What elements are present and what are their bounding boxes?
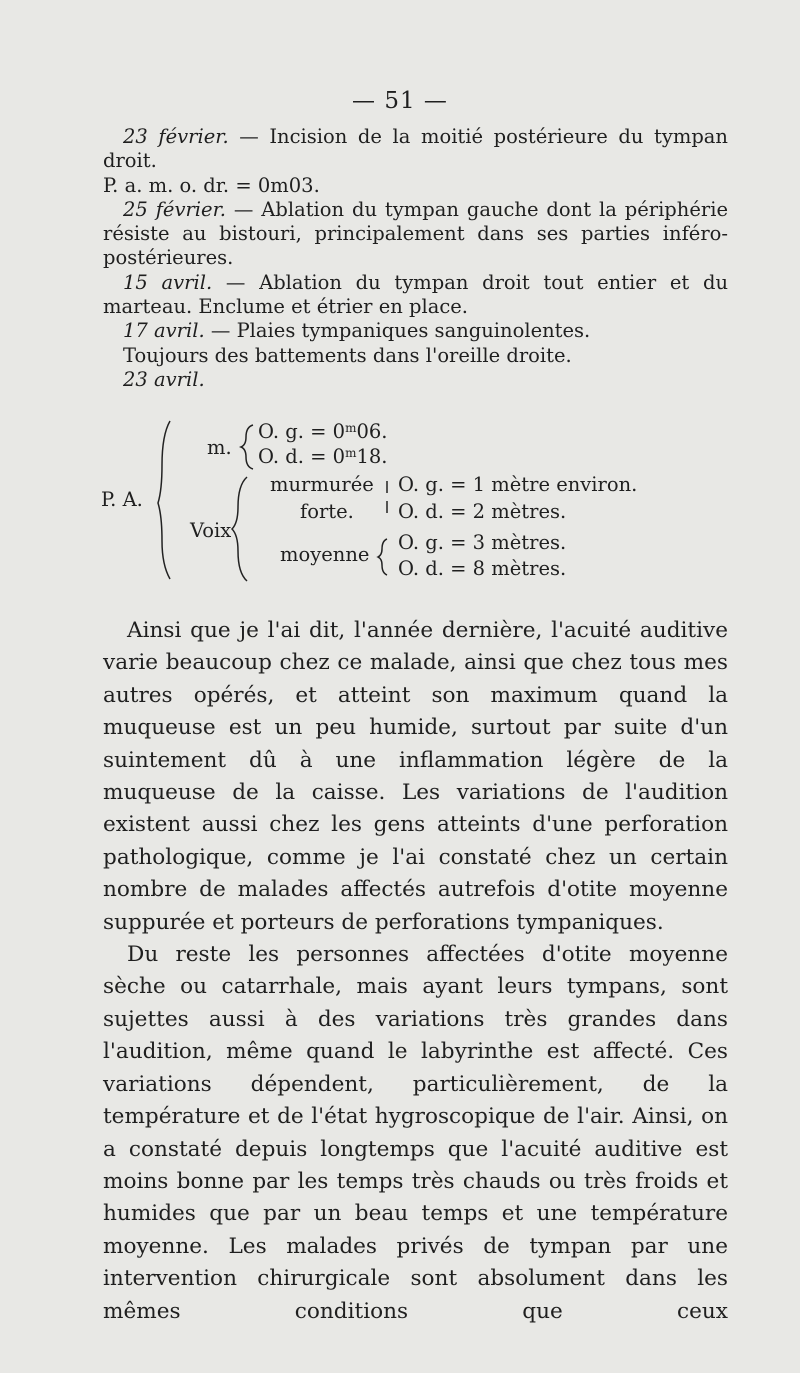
whisper-label: murmurée <box>270 473 374 496</box>
entry-text: Incision de la moitié postérieure du tympan droit. <box>103 125 728 173</box>
voice-label: Voix <box>190 519 232 542</box>
medium-right-ear: O. d. = 8 mètres. <box>398 557 567 580</box>
paragraph: Ainsi que je l'ai dit, l'année dernière, l'acuité auditive varie beaucoup chez ce malade, ainsi que chez tous mes autres opérés, et atteint son maximum quand la muqueuse est un peu humide, surtout par suite d'un suintement dû à une inflammation légère de la muqueuse de la caisse. Les variations de l'audition existent aussi chez les gens atteints d'une perforation pathologique, comme je l'ai constaté chez un certain nombre de malades affectés autrefois d'otite moyenne suppurée et porteurs de perforations tympaniques. <box>103 618 728 935</box>
main-text <box>103 615 728 1328</box>
journal-entry: 25 février. — Ablation du tympan gauche dont la périphérie résiste au bistouri, principalement dans ses parties inféro-postérieures. <box>103 197 728 270</box>
entry-date: 23 février. <box>123 125 229 148</box>
watch-right-ear: O. d. = $0^m18$. <box>258 445 388 468</box>
entry-date: 23 avril. <box>123 367 205 391</box>
journal-entry: 15 avril. — Ablation du tympan droit tout entier et du marteau. Enclume et étrier en place. <box>103 270 728 319</box>
journal-entry: 23 février. — Incision de la moitié postérieure du tympan droit. <box>103 125 728 173</box>
medium-label: moyenne <box>280 543 370 566</box>
entry-text: Ablation du tympan droit tout entier et du marteau. Enclume et étrier en place. <box>103 270 728 319</box>
entry-date: 17 avril. <box>123 319 205 343</box>
journal-entry: 17 avril. — Plaies tympaniques sanguinolentes. <box>123 319 591 343</box>
entry-text: Toujours des battements dans l'oreille droite. <box>123 343 572 367</box>
whisper-left-ear: O. g. = 1 mètre environ. <box>398 473 638 496</box>
page-number: — 51 — <box>352 88 448 114</box>
entry-text: P. a. m. o. dr. = 0m03. <box>103 173 320 197</box>
paragraph: Du reste les personnes affectées d'otite moyenne sèche ou catarrhale, mais ayant leurs tympans, sont sujettes aussi à des variations très grandes dans l'audition, même quand le labyrinthe est affecté. Ces variations dépendent, particulièrement, de la température et de l'état hygroscopique de l'air. Ainsi, on a constaté depuis longtemps que l'acuité auditive est moins bonne par les temps très chauds ou très froids et humides que par un beau temps et une température moyenne. Les malades privés de tympan par une intervention chirurgicale sont absolument dans les mêmes conditions que ceux <box>103 942 728 1324</box>
journal-entry <box>103 174 728 198</box>
watch-left-ear: O. g. = $0^m06$. <box>258 420 388 443</box>
journal-entry <box>103 344 728 368</box>
whisper-right-ear: O. d. = 2 mètres. <box>398 500 567 523</box>
watch-label: m. <box>207 436 232 459</box>
hearing-acuity-table <box>0 415 800 595</box>
entry-date: 15 avril. <box>123 270 213 294</box>
loud-label: forte. <box>300 500 354 523</box>
entry-text: Plaies tympaniques sanguinolentes. <box>236 319 591 343</box>
journal-entry <box>103 368 728 392</box>
entry-date: 25 février. <box>123 197 226 221</box>
medium-left-ear: O. g. = 3 mètres. <box>398 531 567 554</box>
entry-text: Ablation du tympan gauche dont la périphérie résiste au bistouri, principalement dans ses parties inféro-postérieures. <box>103 197 728 270</box>
case-journal <box>103 125 728 392</box>
acuity-label: P. A. <box>101 488 143 511</box>
